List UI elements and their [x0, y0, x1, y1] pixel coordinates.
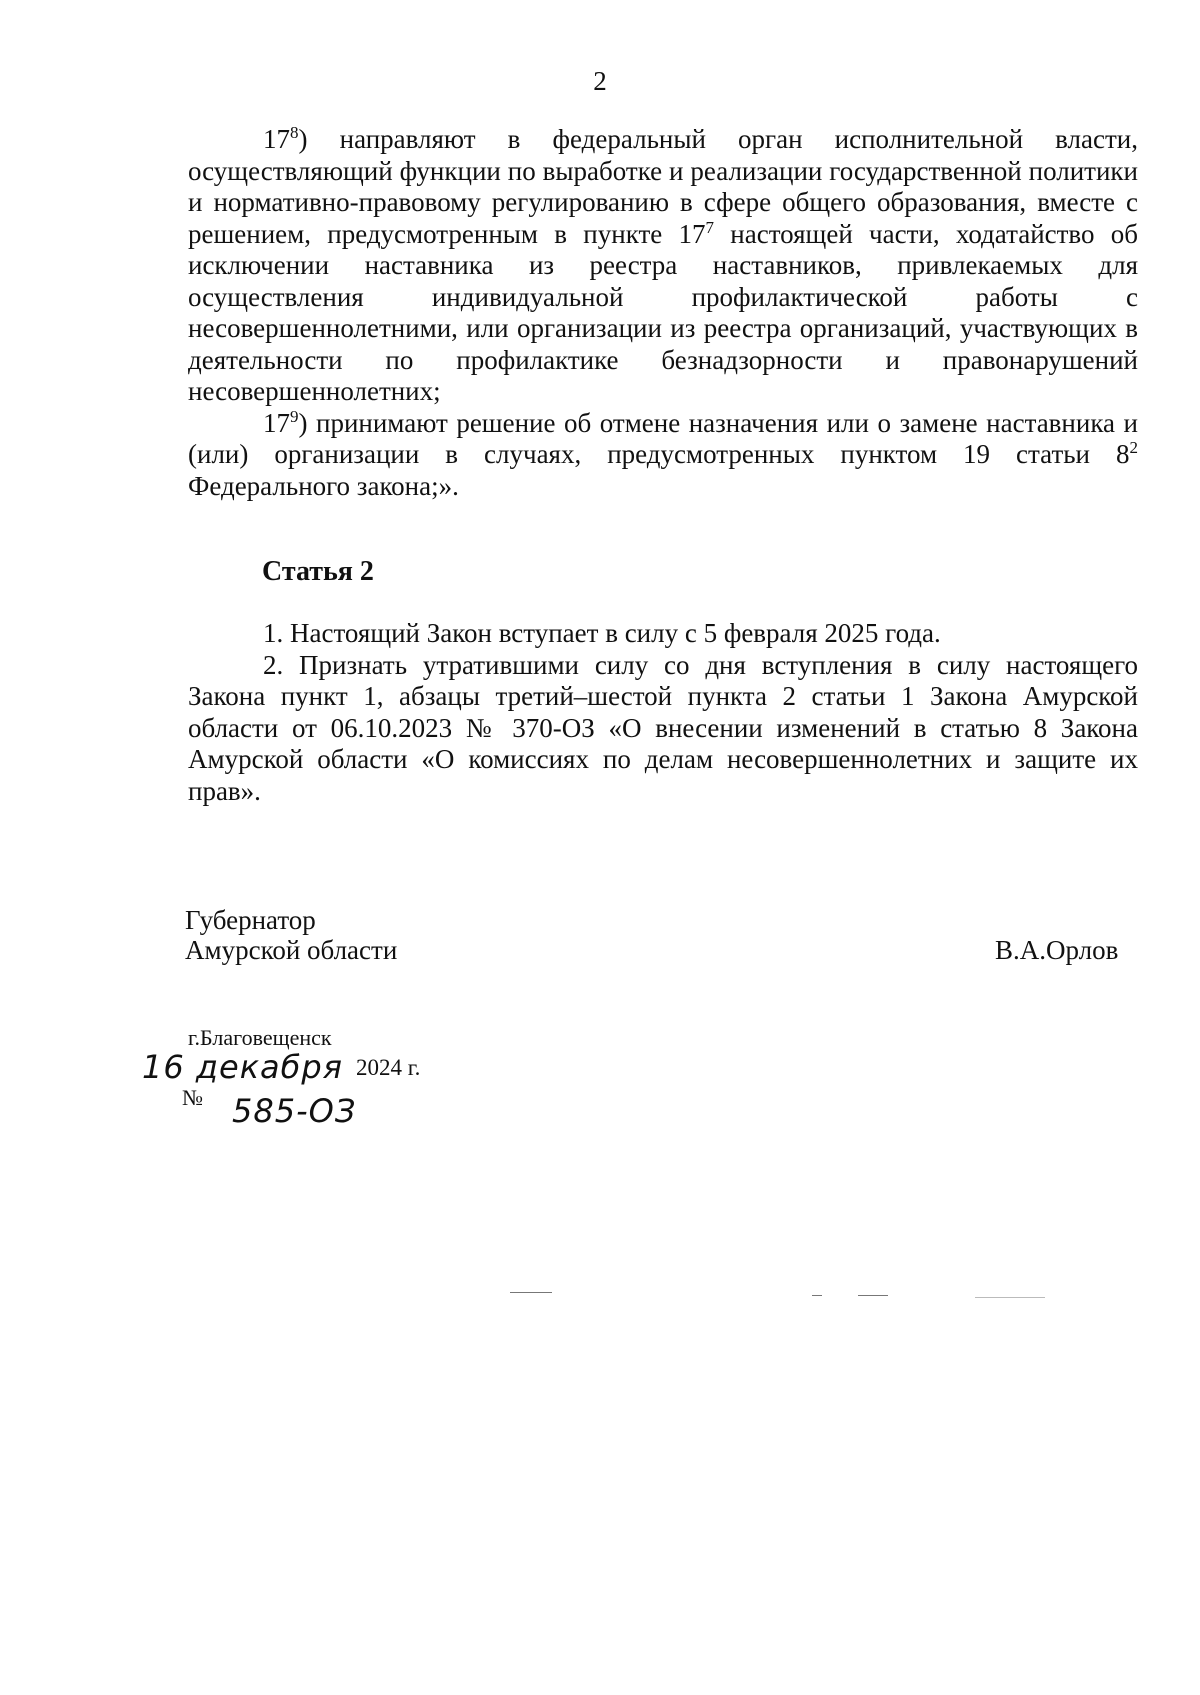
paragraph-effective-date: 1. Настоящий Закон вступает в силу с 5 февраля 2025 года.	[263, 618, 941, 648]
paragraph-17-8: $17^8$) направляют в федеральный орган исполнительной власти, осуществляющий функции по выработке и реализации государственной политики и нормативно-правовому регулированию в сфере общего образования, вместе с решением, предусмотренным в пункте $17^7$ настоящей части, ходатайство об исключении наставника из реестра наставников, привлекаемых для осуществления индивидуальной профилактической работы с несовершеннолетними, или организации из реестра организаций, участвующих в деятельности по профилактике безнадзорности и правонарушений несовершеннолетних;	[188, 123, 1138, 406]
signature-title-line1: Губернатор	[185, 905, 316, 935]
paragraph-17-9: $17^9$) принимают решение об отмене назначения или о замене наставника и (или) организации в случаях, предусмотренных пунктом 19 статьи $8^2$ Федерального закона;».	[188, 406, 1138, 501]
year: 2024 г.	[356, 1055, 421, 1080]
page-number: 2	[593, 66, 607, 96]
scan-mark	[858, 1295, 888, 1296]
article-heading: Статья 2	[262, 556, 374, 587]
section2-text	[188, 618, 1138, 807]
signature-title-line2: Амурской области	[185, 935, 398, 965]
place: г.Благовещенск	[188, 1025, 332, 1050]
section1-text	[188, 124, 1138, 502]
signature-title	[185, 905, 397, 965]
signature-name: В.А.Орлов	[995, 935, 1119, 965]
scan-mark	[510, 1292, 552, 1293]
number-sign: №	[182, 1085, 203, 1110]
handwritten-number: 585-ОЗ	[232, 1092, 357, 1130]
scan-mark	[975, 1297, 1045, 1298]
scan-mark	[812, 1295, 822, 1296]
handwritten-date: 16 декабря	[142, 1048, 343, 1086]
paragraph-repeal: 2. Признать утратившими силу со дня вступления в силу настоящего Закона пункт 1, абзацы третий–шестой пункта 2 статьи 1 Закона Амурской области от 06.10.2023 № 370-ОЗ «О внесении изменений в статью 8 Закона Амурской области «О комиссиях по делам несовершеннолетних и защите их прав».	[188, 649, 1138, 806]
